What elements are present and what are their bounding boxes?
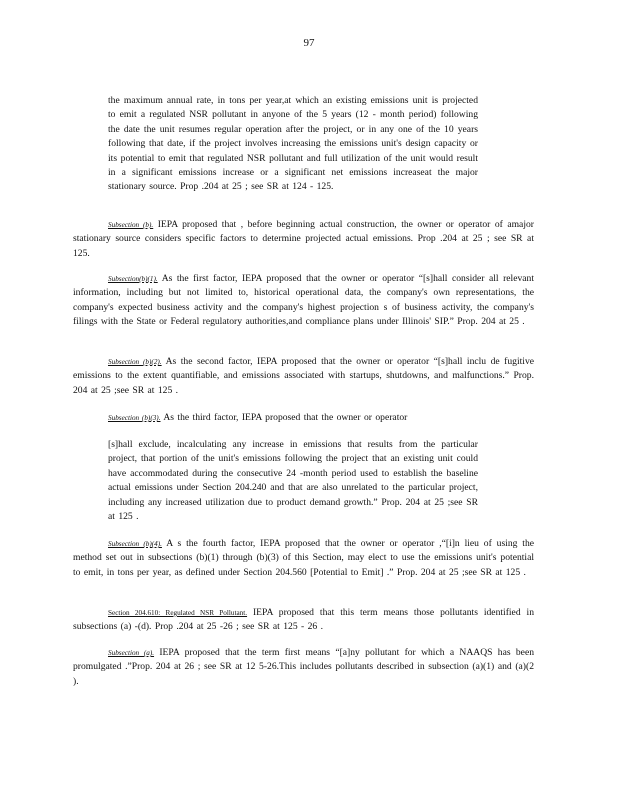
paragraph-subsection-b [73,218,534,261]
paragraph-text: IEPA proposed that , before beginning actual construction, the owner or operator of amajor stationary source considers specific factors to determine projected actual emissions. Prop .204 at 25 ; see SR at 125. [73,219,534,259]
paragraph-max-annual-rate [108,94,478,195]
paragraph-text: A s the fourth factor, IEPA proposed that the owner or operator ,“[i]n lieu of using the method set out in subsections (b)(1) through (b)(3) of this Section, may elect to use the emissions unit's potential to emit, in tons per year, as defined under Section 204.560 [Potential to Emit] .” Prop. 204 at 25 ;see SR at 125 . [73,538,535,578]
paragraph-subsection-b4 [73,537,534,580]
paragraph-heading: Subsection (b)(2). [108,358,162,366]
paragraph-heading: Subsection (a). [108,649,155,657]
paragraph-heading: Subsection (b). [108,221,154,229]
block-quote-b3 [108,438,478,524]
paragraph-subsection-b3 [73,411,534,425]
paragraph-text: the maximum annual rate, in tons per year,at which an existing emissions unit is projected to emit a regulated NSR pollutant in anyone of the 5 years (12 - month period) following the date the unit resumes regular operation after the project, or in any one of the 10 years following that date, if the project involves increasing the emissions unit's design capacity or its potential to emit that regulated NSR pollutant and full utilization of the unit would result in a significant emissions increase or a significant net emissions increaseat the major stationary source. Prop .204 at 25 ; see SR at 124 - 125. [108,95,478,193]
paragraph-heading: Section 204.610: Regulated NSR Pollutant. [108,609,248,617]
paragraph-heading: Subsection (b)(4). [108,540,162,548]
paragraph-text: As the second factor, IEPA proposed that the owner or operator “[s]hall inclu de fugitive emissions to the extent quantifiable, and emissions associated with startups, shutdowns, and malfunctions.” Prop. 204 at 25 ;see SR at 125 . [73,356,535,396]
paragraph-text: As the third factor, IEPA proposed that the owner or operator [160,412,408,423]
paragraph-subsection-a [73,646,534,689]
paragraph-heading: Subsection(b)(1). [108,275,158,283]
page-number: 97 [303,37,315,49]
paragraph-subsection-b1 [73,272,534,330]
paragraph-text: IEPA proposed that the term first means “[a]ny pollutant for which a NAAQS has been promulgated .”Prop. 204 at 26 ; see SR at 12 5-26.This includes pollutants described in subsection (a)(1) and (a)(2 ). [73,647,534,687]
paragraph-subsection-b2 [73,355,534,398]
quote-text: [s]hall exclude, incalculating any increase in emissions that results from the particular project, that portion of the unit's emissions following the project that an existing unit could have accommodated during the consecutive 24 -month period used to establish the baseline actual emissions under Section 204.240 and that are also unrelated to the particular project, including any increased utilization due to product demand growth.” Prop. 204 at 25 ;see SR at 125 . [108,439,478,523]
paragraph-heading: Subsection (b)(3). [108,414,161,422]
paragraph-section-204-610 [73,606,534,635]
paragraph-text: As the first factor, IEPA proposed that the owner or operator “[s]hall consider all relevant information, including but not limited to, historical operational data, the company's own representations, the company's expected business activity and the company's highest projection s of business activity, the company's filings with the State or Federal regulatory authorities,and compliance plans under Illinois' SIP.” Prop. 204 at 25 . [73,273,534,328]
paragraph-text: IEPA proposed that this term means those pollutants identified in subsections (a) -(d). Prop .204 at 25 -26 ; see SR at 125 - 26 . [73,607,534,633]
